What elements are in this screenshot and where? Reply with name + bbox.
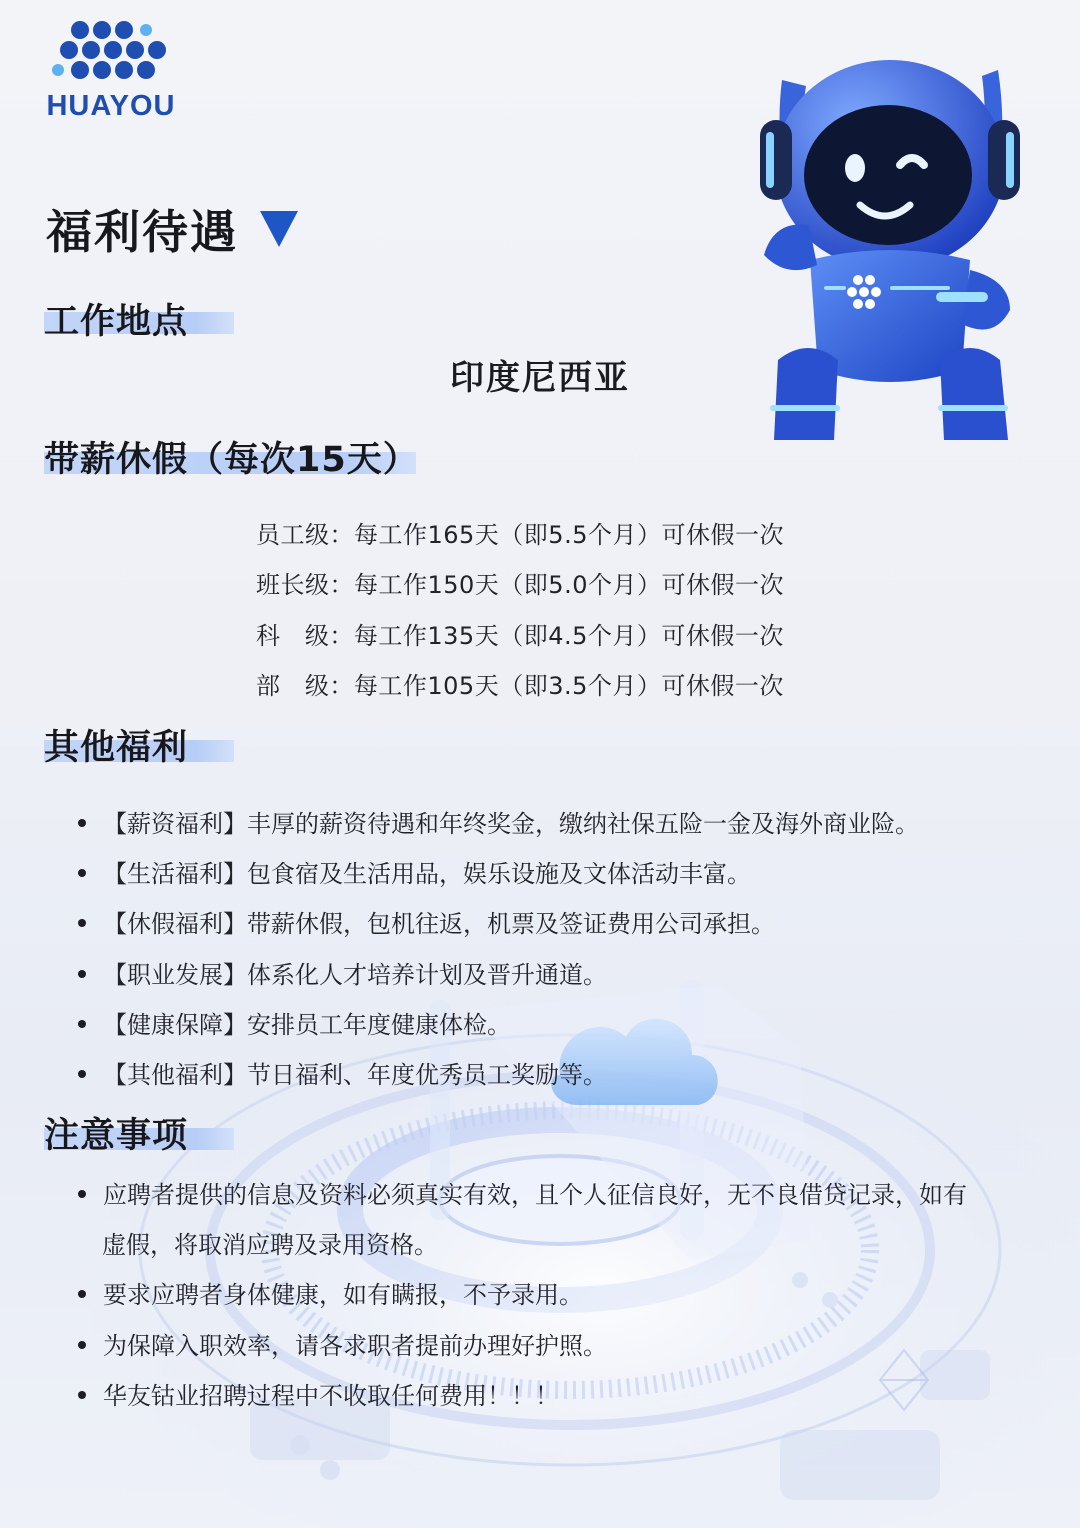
list-item [78, 1055, 607, 1090]
bullet-dot-icon [78, 1070, 86, 1078]
list-item [78, 1376, 559, 1411]
list-item-text: 【健康保障】安排员工年度健康体检。 [103, 1011, 511, 1039]
list-item [78, 1275, 583, 1310]
brand-logo [44, 14, 184, 129]
list-item [78, 904, 775, 939]
down-triangle-icon [260, 211, 298, 247]
list-item [78, 804, 919, 839]
bullet-dot-icon [78, 1341, 86, 1349]
list-item-text: 【生活福利】包食宿及生活用品，娱乐设施及文体活动丰富。 [103, 860, 751, 888]
page-title-text: 福利待遇 [46, 205, 238, 259]
list-item [78, 854, 751, 889]
bullet-dot-icon [78, 919, 86, 927]
bullet-dot-icon [78, 1020, 86, 1028]
section-title-notes: 注意事项 [44, 1116, 189, 1156]
list-item-text: 为保障入职效率，请各求职者提前办理好护照。 [103, 1332, 607, 1360]
section-title-other-benefits: 其他福利 [44, 728, 189, 768]
list-item [78, 1005, 511, 1040]
list-item-text: 【其他福利】节日福利、年度优秀员工奖励等。 [103, 1061, 607, 1089]
section-title-paid-leave: 带薪休假（每次15天） [44, 440, 419, 480]
list-item-continuation: 虚假，将取消应聘及录用资格。 [102, 1231, 438, 1259]
leave-row-staff: 员工级：每工作165天（即5.5个月）可休假一次 [256, 521, 784, 549]
leave-row-department-level: 部 级：每工作105天（即3.5个月）可休假一次 [256, 672, 784, 700]
page-title [46, 196, 298, 262]
list-item [78, 955, 607, 990]
leave-row-team-leader: 班长级：每工作150天（即5.0个月）可休假一次 [256, 571, 784, 599]
list-item-text: 【薪资福利】丰厚的薪资待遇和年终奖金，缴纳社保五险一金及海外商业险。 [103, 810, 919, 838]
bullet-dot-icon [78, 1290, 86, 1298]
logo-text: HUAYOU [46, 90, 176, 122]
bullet-dot-icon [78, 1391, 86, 1399]
bullet-dot-icon [78, 970, 86, 978]
leave-row-section-level: 科 级：每工作135天（即4.5个月）可休假一次 [256, 622, 784, 650]
list-item-text: 【职业发展】体系化人才培养计划及晋升通道。 [103, 961, 607, 989]
list-item-text: 华友钴业招聘过程中不收取任何费用！！！ [103, 1382, 559, 1410]
bullet-dot-icon [78, 1190, 86, 1198]
list-item-text: 【休假福利】带薪休假，包机往返，机票及签证费用公司承担。 [103, 910, 775, 938]
list-item-text: 应聘者提供的信息及资料必须真实有效，且个人征信良好，无不良借贷记录，如有 [103, 1181, 967, 1209]
bullet-dot-icon [78, 819, 86, 827]
list-item [78, 1326, 607, 1361]
section-title-location: 工作地点 [44, 302, 189, 342]
list-item [78, 1175, 967, 1210]
huayou-cluster-logo-icon [44, 14, 178, 94]
bullet-dot-icon [78, 869, 86, 877]
list-item-text: 要求应聘者身体健康，如有瞒报，不予录用。 [103, 1281, 583, 1309]
work-location-value: 印度尼西亚 [450, 358, 630, 398]
